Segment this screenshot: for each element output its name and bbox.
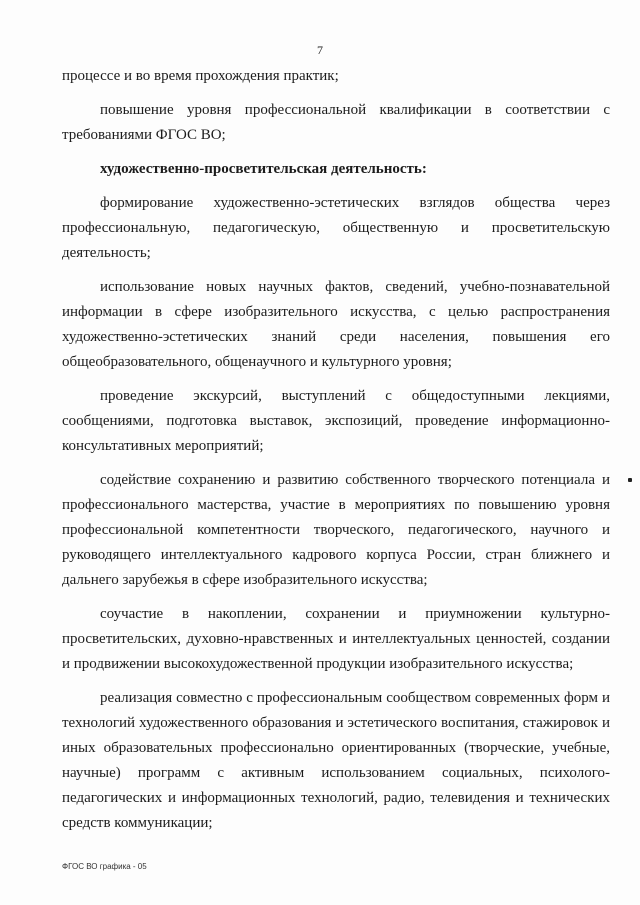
scan-mark: [628, 478, 632, 482]
paragraph-views-formation: формирование художественно-эстетических взглядов общества через профессиональную, педагогическую, общественную и просветительскую деятельность;: [62, 195, 610, 261]
page-footer: ФГОС ВО графика - 05: [62, 862, 147, 871]
paragraph-continuation: процессе и во время прохождения практик;: [62, 68, 339, 84]
paragraph-values: соучастие в накоплении, сохранении и приумножении культурно-просветительских, духовно-нравственных и интеллектуальных ценностей, создании и продвижении высокохудожественной продукции изобразительного искусства;: [62, 606, 610, 672]
page-number: 7: [317, 43, 323, 57]
paragraph-qualification: повышение уровня профессиональной квалификации в соответствии с требованиями ФГОС ВО;: [62, 102, 610, 143]
section-heading: художественно-просветительская деятельность:: [100, 161, 427, 177]
paragraph-new-facts: использование новых научных фактов, сведений, учебно-познавательной информации в сфере изобразительного искусства, с целью распространения художественно-эстетических знаний среди населения, повышения его общеобразовательного, общенаучного и культурного уровня;: [62, 279, 610, 370]
document-body: [62, 64, 610, 845]
paragraph-excursions: проведение экскурсий, выступлений с общедоступными лекциями, сообщениями, подготовка выставок, экспозиций, проведение информационно-консультативных мероприятий;: [62, 388, 610, 454]
paragraph-education-forms: реализация совместно с профессиональным сообществом современных форм и технологий художественного образования и эстетического воспитания, стажировок и иных образовательных профессионально ориентированных (творческие, учебные, научные) программ с активным использованием социальных, психолого-педагогических и информационных технологий, радио, телевидения и технических средств коммуникации;: [62, 690, 610, 831]
paragraph-creative-potential: содействие сохранению и развитию собственного творческого потенциала и профессионального мастерства, участие в мероприятиях по повышению уровня профессиональной компетентности творческого, педагогического, научного и руководящего интеллектуального кадрового корпуса России, стран ближнего и дальнего зарубежья в сфере изобразительного искусства;: [62, 472, 610, 588]
